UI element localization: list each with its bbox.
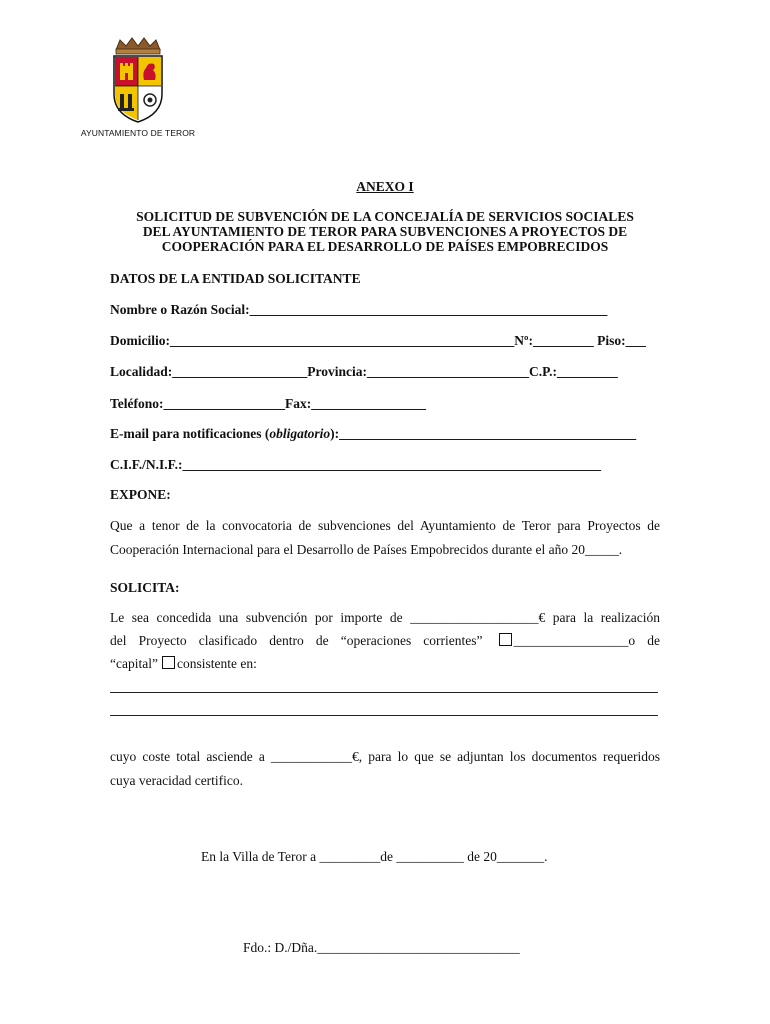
cost-line: cuyo coste total asciende a ____________€, para lo que se adjuntan los documentos requeridos xyxy=(110,749,660,764)
expone-line: Que a tenor de la convocatoria de subvenciones del Ayuntamiento de Teror para Proyectos de xyxy=(110,518,660,533)
phone-field[interactable]: Teléfono:__________________ xyxy=(110,396,285,411)
cost-line: cuya veracidad certifico. xyxy=(110,773,244,788)
expone-line: Cooperación Internacional para el Desarrollo de Países Empobrecidos durante el año 20_____. xyxy=(110,542,623,557)
document-title xyxy=(100,209,670,254)
current-operations-blank: _________________o de xyxy=(513,633,661,648)
solicita-heading: SOLICITA: xyxy=(110,580,180,595)
capital-label: “capital” xyxy=(110,656,158,671)
locality-row xyxy=(110,364,618,380)
current-operations-checkbox[interactable] xyxy=(499,633,512,646)
locality-field[interactable]: Localidad:____________________ xyxy=(110,364,308,379)
postal-code-field[interactable]: C.P.:_________ xyxy=(529,364,618,379)
address-field[interactable]: Domicilio:___________________________________________________ xyxy=(110,333,515,348)
description-line[interactable] xyxy=(110,692,658,693)
number-field[interactable]: Nº:_________ xyxy=(514,333,594,348)
cif-field[interactable]: C.I.F./N.I.F.:______________________________________________________________ xyxy=(110,457,602,472)
consists-label: consistente en: xyxy=(176,656,257,671)
address-row xyxy=(110,333,646,349)
coat-of-arms-icon xyxy=(108,36,168,124)
capital-checkbox[interactable] xyxy=(162,656,175,669)
fax-field[interactable]: Fax:_________________ xyxy=(285,396,426,411)
annex-heading: ANEXO I xyxy=(356,179,414,194)
name-field[interactable]: Nombre o Razón Social:_____________________________________________________ xyxy=(110,302,608,317)
title-line: DEL AYUNTAMIENTO DE TEROR PARA SUBVENCIONES A PROYECTOS DE xyxy=(142,224,628,239)
floor-field[interactable]: Piso:___ xyxy=(597,333,646,348)
email-field[interactable] xyxy=(110,426,636,442)
expone-heading: EXPONE: xyxy=(110,487,171,502)
solicita-line: Le sea concedida una subvención por importe de ___________________€ para la realización xyxy=(110,610,660,625)
place-date-line[interactable]: En la Villa de Teror a _________de __________ de 20_______. xyxy=(201,849,548,864)
phone-row xyxy=(110,396,426,412)
email-required-note: obligatorio xyxy=(269,426,331,441)
email-label: E-mail para notificaciones ( xyxy=(110,426,270,441)
title-line: COOPERACIÓN PARA EL DESARROLLO DE PAÍSES EMPOBRECIDOS xyxy=(161,239,609,254)
description-line[interactable] xyxy=(110,715,658,716)
province-field[interactable]: Provincia:________________________ xyxy=(307,364,530,379)
solicita-line xyxy=(110,656,257,672)
title-line: SOLICITUD DE SUBVENCIÓN DE LA CONCEJALÍA DE SERVICIOS SOCIALES xyxy=(136,209,634,224)
email-blank: ):____________________________________________ xyxy=(330,426,637,441)
institution-name: AYUNTAMIENTO DE TEROR xyxy=(80,128,196,138)
current-operations-label: del Proyecto clasificado dentro de “operaciones corrientes” xyxy=(110,633,483,648)
signature-line[interactable]: Fdo.: D./Dña.______________________________ xyxy=(243,940,520,955)
logo xyxy=(78,36,198,142)
entity-heading: DATOS DE LA ENTIDAD SOLICITANTE xyxy=(110,271,361,286)
solicita-line xyxy=(110,633,660,649)
